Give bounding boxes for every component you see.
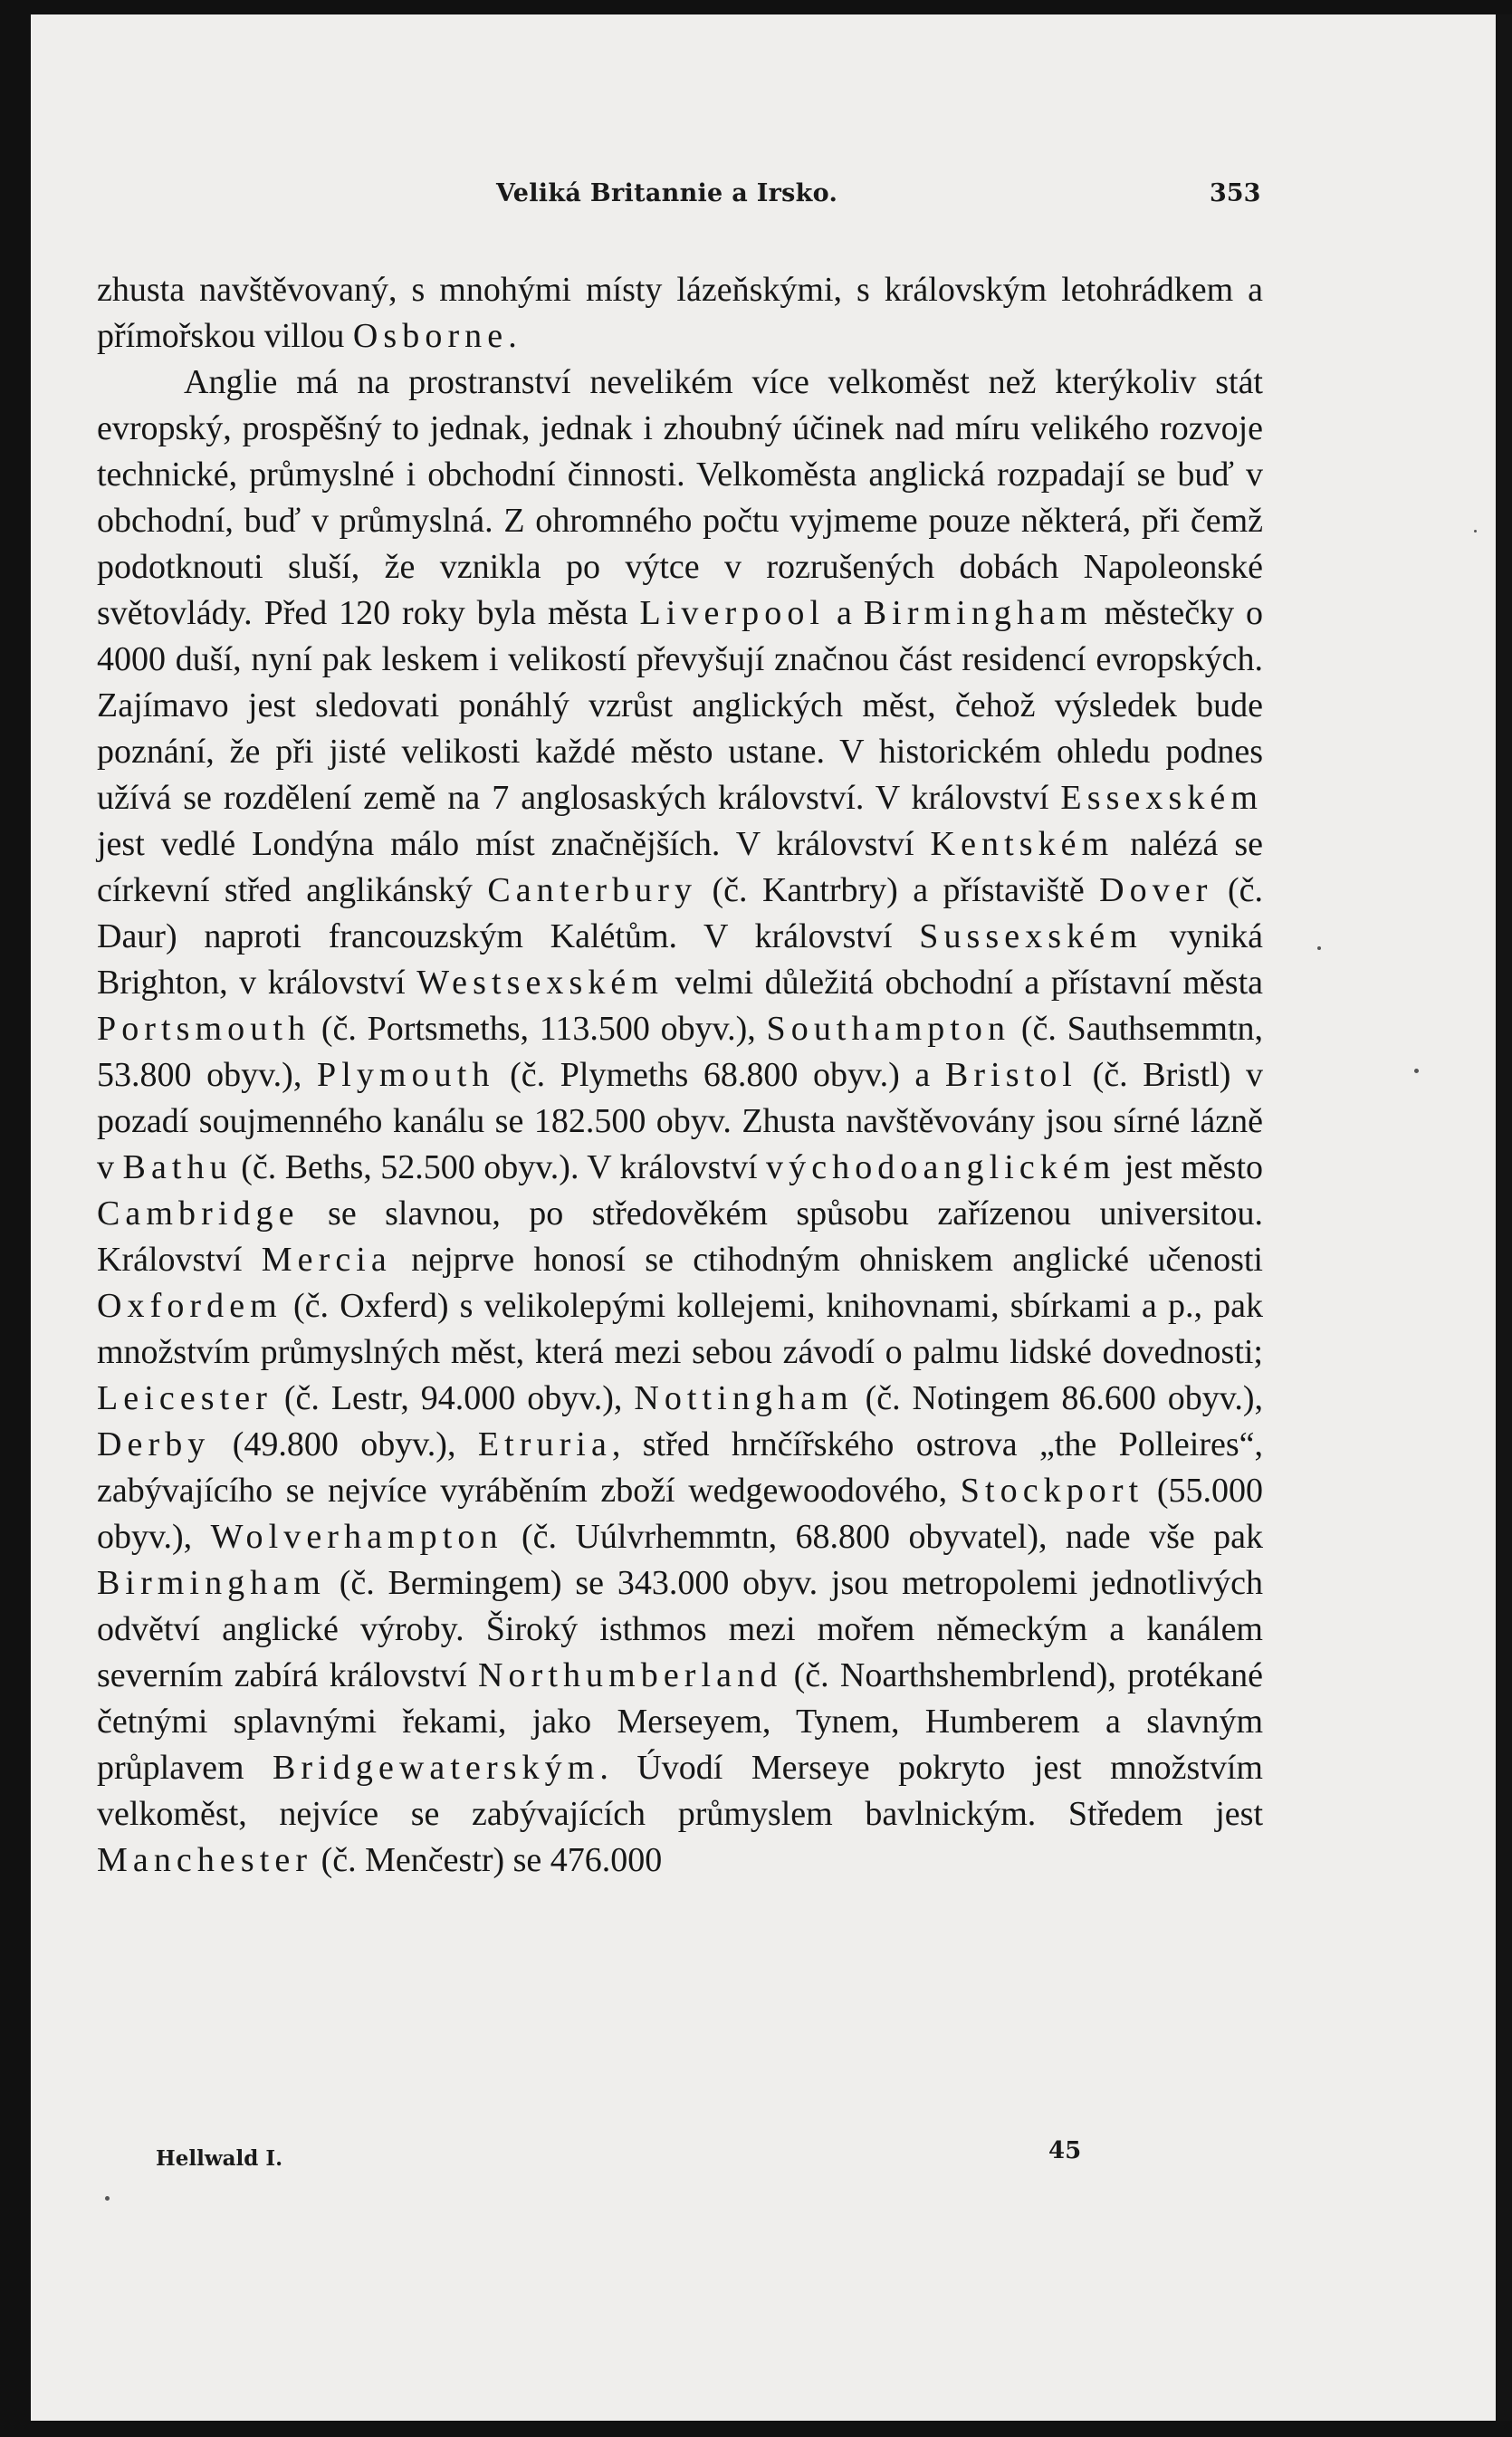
scan-speck (1474, 530, 1477, 532)
printer-signature: Hellwald I. (156, 2146, 283, 2171)
place-name: Nottingham (634, 1379, 854, 1417)
place-name: Birmingham (863, 594, 1093, 632)
page-number: 353 (1210, 179, 1261, 207)
place-name: Canterbury (487, 871, 698, 909)
place-name: Wolverhampton (210, 1518, 503, 1556)
running-title: Veliká Britannie a Irsko. (496, 179, 838, 207)
scan-border-bottom (0, 2421, 1512, 2437)
place-name: Leicester (97, 1379, 273, 1417)
place-name: Essexském (1060, 779, 1263, 817)
place-name: Sussexském (919, 917, 1143, 955)
body-text (97, 267, 1263, 1884)
paragraph-1: zhusta navštěvovaný, s mnohými místy lázeňskými, s královským letohrádkem a přímořskou villou Osborne. (97, 271, 1263, 355)
sheet-number: 45 (1048, 2137, 1082, 2164)
place-name: Portsmouth (97, 1010, 311, 1048)
place-name: Derby (97, 1425, 211, 1463)
scan-border-left (0, 0, 31, 2437)
scan-border-top (0, 0, 1512, 14)
place-name: Dover (1099, 871, 1213, 909)
place-name: Bathu (122, 1148, 233, 1186)
scan-speck (1414, 1069, 1419, 1073)
place-name: Bristol (944, 1056, 1077, 1094)
scan-speck (1317, 946, 1321, 950)
place-name: Westsexském (416, 964, 665, 1002)
place-name: Osborne (352, 317, 509, 355)
place-name: Liverpool (639, 594, 826, 632)
place-name: Manchester (97, 1841, 313, 1879)
place-name: Oxfordem (97, 1287, 282, 1325)
place-name: Northumberland (478, 1656, 783, 1694)
place-name: Birmingham (97, 1564, 326, 1602)
place-name: Bridgewaterským (273, 1749, 600, 1787)
place-name: Kentském (930, 825, 1115, 863)
scan-speck (105, 2196, 110, 2201)
place-name: Plymouth (317, 1056, 495, 1094)
place-name: Stockport (960, 1472, 1144, 1510)
place-name: Cambridge (97, 1195, 300, 1233)
scan-border-right (1496, 0, 1512, 2437)
place-name: východoanglickém (766, 1148, 1116, 1186)
paragraph-2: Anglie má na prostranství nevelikém více velkoměst než kterýkoliv stát evropský, prospěšný to jednak, jednak i zhoubný účinek nad míru velikého rozvoje technické, průmyslné i obchodní činnosti. Velkoměsta anglická rozpadají se buď v obchodní, buď v průmyslná. Z ohromného počtu vyjmeme pouze některá, při čemž podotknouti sluší, že vznikla po výtce v rozrušených dobách Napoleonské světovlády. Před 120 roky byla města Liverpool a Birmingham městečky o 4000 duší, nyní pak leskem i velikostí převyšují značnou část residencí evropských. Zajímavo jest sledovati ponáhlý vzrůst anglických měst, čehož výsledek bude poznání, že při jisté velikosti každé město ustane. V historickém ohledu podnes užívá se rozdělení země na 7 anglosaských království. V království Essexském jest vedlé Londýna málo míst značnějších. V království Kentském nalézá se církevní střed anglikánský Canterbury (č. Kantrbry) a přístaviště Dover (č. Daur) naproti francouzským Kalétům. V království Sussexském vyniká Brighton, v království Westsexském velmi důležitá obchodní a přístavní města Portsmouth (č. Portsmeths, 113.500 obyv.), Southampton (č. Sauthsemmtn, 53.800 obyv.), Plymouth (č. Plymeths 68.800 obyv.) a Bristol (č. Bristl) v pozadí soujmenného kanálu se 182.500 obyv. Zhusta navštěvovány jsou sírné lázně v Bathu (č. Beths, 52.500 obyv.). V království východoanglickém jest město Cambridge se slavnou, po středověkém spůsobu zařízenou universitou. Království Mercia nejprve honosí se ctihodným ohniskem anglické učenosti Oxfordem (č. Oxferd) s velikolepými kollejemi, knihovnami, sbírkami a p., pak množstvím průmyslných měst, která mezi sebou závodí o palmu lidské dovednosti; Leicester (č. Lestr, 94.000 obyv.), Nottingham (č. Notingem 86.600 obyv.), Derby (49.800 obyv.), Etruria, střed hrnčířského ostrova „the Polleires“, zabývajícího se nejvíce vyráběním zboží wedgewoodového, Stockport (55.000 obyv.), Wolverhampton (č. Uúlvrhemmtn, 68.800 obyvatel), nade vše pak Birmingham (č. Bermingem) se 343.000 obyv. jsou metropolemi jednotlivých odvětví anglické výroby. Široký isthmos mezi mořem německým a kanálem severním zabírá království Northumberland (č. Noarthshembrlend), protékané četnými splavnými řekami, jako Merseyem, Tynem, Humberem a slavným průplavem Bridgewaterským. Úvodí Merseye pokryto jest množstvím velkoměst, nejvíce se zabývajících průmyslem bavlnickým. Středem jest Manchester (č. Menčestr) se 476.000 (97, 363, 1264, 1879)
place-name: Mercia (261, 1241, 392, 1279)
place-name: Southampton (766, 1010, 1011, 1048)
place-name: Etruria (477, 1425, 612, 1463)
